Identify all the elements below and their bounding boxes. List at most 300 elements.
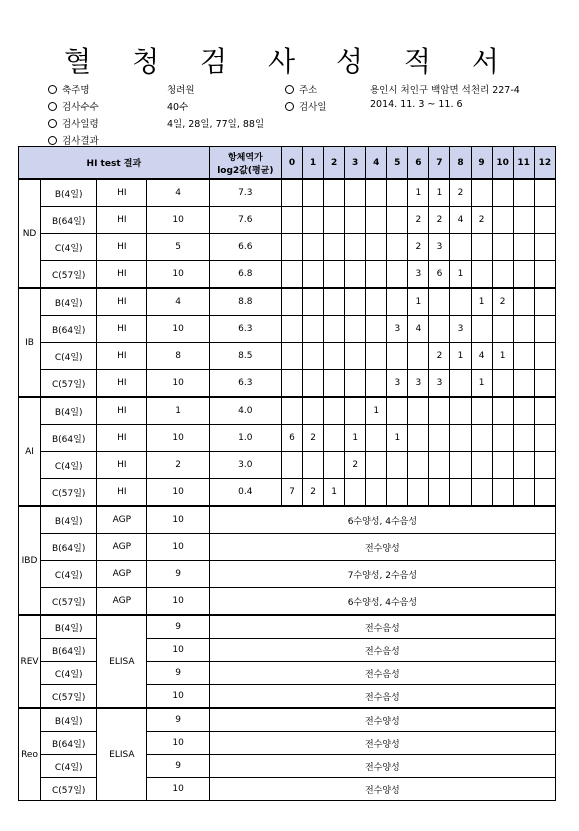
table-row [19,425,556,452]
titer-count-cell: 2 [429,207,450,234]
titer-count-cell [429,288,450,316]
titer-count-cell [492,397,513,425]
titer-count-cell [303,261,324,289]
info-result [48,133,99,147]
titer-count-cell [366,288,387,316]
test-cell: HI [97,397,147,425]
titer-count-cell [324,179,345,207]
age-cell: C(4일) [41,343,97,370]
table-row [19,370,556,398]
titer-count-cell: 1 [471,288,492,316]
result-cell: 전수양성 [209,778,555,801]
titer-count-cell [303,343,324,370]
titer-count-cell [492,261,513,289]
count-cell: 4 [147,288,209,316]
titer-count-cell [471,425,492,452]
header-titer-line2: log2값(평균) [217,165,274,176]
titer-count-cell: 2 [408,234,429,261]
table-row [19,207,556,234]
results-table [18,146,556,801]
test-cell: AGP [97,534,147,561]
titer-count-cell [429,452,450,479]
titer-count-cell [345,479,366,507]
mean-titer-cell: 6.3 [209,316,281,343]
age-cell: C(57일) [41,588,97,616]
titer-count-cell [387,234,408,261]
group-reo [19,708,556,801]
titer-count-cell [366,452,387,479]
test-cell: HI [97,179,147,207]
titer-count-cell [345,261,366,289]
titer-count-cell [534,288,555,316]
table-row [19,506,556,534]
group-name: IBD [19,506,41,615]
result-cell: 7수양성, 2수음성 [209,561,555,588]
table-row [19,179,556,207]
count-cell: 10 [147,370,209,398]
table-row [19,234,556,261]
titer-count-cell [513,179,534,207]
titer-count-cell [303,207,324,234]
table-row [19,561,556,588]
titer-count-cell [534,479,555,507]
header-level: 11 [513,147,534,180]
test-cell: HI [97,425,147,452]
titer-count-cell [345,207,366,234]
age-cell: B(4일) [41,506,97,534]
titer-count-cell: 6 [429,261,450,289]
age-cell: B(4일) [41,288,97,316]
info-label: 주소 [299,85,318,96]
titer-count-cell [513,479,534,507]
titer-count-cell: 1 [408,288,429,316]
titer-count-cell [281,370,302,398]
titer-count-cell: 1 [450,261,471,289]
titer-count-cell [366,370,387,398]
info-date [285,99,327,113]
age-cell: C(57일) [41,261,97,289]
header-level: 3 [345,147,366,180]
titer-count-cell [408,452,429,479]
age-cell: C(4일) [41,234,97,261]
info-label: 검사결과 [62,136,99,147]
titer-count-cell [281,261,302,289]
age-cell: B(4일) [41,708,97,732]
age-cell: B(4일) [41,397,97,425]
titer-count-cell: 3 [408,370,429,398]
group-name: IB [19,288,41,397]
count-cell: 10 [147,479,209,507]
info-label: 검사일 [299,102,327,113]
bullet-circle-icon [285,85,294,94]
count-cell: 5 [147,234,209,261]
titer-count-cell [366,316,387,343]
titer-count-cell [387,479,408,507]
count-cell: 1 [147,397,209,425]
header-level: 2 [324,147,345,180]
titer-count-cell [513,343,534,370]
titer-count-cell: 2 [492,288,513,316]
age-cell: C(57일) [41,685,97,709]
age-cell: B(4일) [41,615,97,639]
titer-count-cell [303,452,324,479]
titer-count-cell [429,425,450,452]
age-cell: C(4일) [41,662,97,685]
bullet-circle-icon [48,136,57,145]
age-cell: B(64일) [41,425,97,452]
titer-count-cell [513,452,534,479]
group-name: ND [19,179,41,288]
titer-count-cell [513,234,534,261]
group-nd [19,179,556,288]
titer-count-cell [471,452,492,479]
titer-count-cell [471,316,492,343]
titer-count-cell [324,234,345,261]
mean-titer-cell: 7.3 [209,179,281,207]
titer-count-cell [387,452,408,479]
titer-count-cell [345,234,366,261]
test-cell: HI [97,452,147,479]
titer-count-cell [492,425,513,452]
count-cell: 8 [147,343,209,370]
titer-count-cell [366,261,387,289]
titer-count-cell [366,234,387,261]
titer-count-cell [450,397,471,425]
count-cell: 9 [147,708,209,732]
test-cell: ELISA [97,708,147,801]
titer-count-cell [450,425,471,452]
bullet-circle-icon [48,102,57,111]
titer-count-cell: 1 [324,479,345,507]
titer-count-cell [345,288,366,316]
bullet-circle-icon [48,85,57,94]
titer-count-cell: 3 [429,234,450,261]
titer-count-cell [534,261,555,289]
titer-count-cell [471,234,492,261]
table-row [19,316,556,343]
titer-count-cell [471,397,492,425]
count-cell: 10 [147,207,209,234]
titer-count-cell [281,316,302,343]
titer-count-cell [366,207,387,234]
titer-count-cell [281,397,302,425]
count-cell: 10 [147,588,209,616]
age-cell: C(57일) [41,479,97,507]
titer-count-cell [513,316,534,343]
info-label: 검사일령 [62,119,99,130]
titer-count-cell: 1 [471,370,492,398]
count-cell: 9 [147,615,209,639]
titer-count-cell: 6 [281,425,302,452]
titer-count-cell [534,370,555,398]
titer-count-cell [492,452,513,479]
group-name: AI [19,397,41,506]
table-row [19,452,556,479]
titer-count-cell [492,370,513,398]
info-address-value: 용인시 처인구 백암면 석천리 227-4 [370,85,520,96]
titer-count-cell [492,234,513,261]
age-cell: C(4일) [41,452,97,479]
titer-count-cell [366,343,387,370]
titer-count-cell [345,370,366,398]
test-cell: HI [97,343,147,370]
header-titer [209,147,281,180]
titer-count-cell [303,397,324,425]
titer-count-cell [345,397,366,425]
info-address [285,82,317,96]
result-cell: 6수양성, 4수음성 [209,506,555,534]
info-label: 축주명 [62,85,90,96]
titer-count-cell: 3 [387,316,408,343]
test-cell: HI [97,207,147,234]
titer-count-cell: 1 [387,425,408,452]
header-level: 0 [281,147,302,180]
mean-titer-cell: 3.0 [209,452,281,479]
test-cell: HI [97,370,147,398]
titer-count-cell: 3 [387,370,408,398]
titer-count-cell: 3 [408,261,429,289]
titer-count-cell [492,207,513,234]
titer-count-cell [324,425,345,452]
titer-count-cell: 2 [450,179,471,207]
group-ib [19,288,556,397]
header-level: 7 [429,147,450,180]
titer-count-cell [387,288,408,316]
titer-count-cell [450,288,471,316]
titer-count-cell [303,179,324,207]
count-cell: 10 [147,425,209,452]
result-cell: 6수양성, 4수음성 [209,588,555,616]
mean-titer-cell: 6.6 [209,234,281,261]
titer-count-cell [366,479,387,507]
count-cell: 9 [147,662,209,685]
titer-count-cell: 1 [429,179,450,207]
count-cell: 9 [147,561,209,588]
header-level: 4 [366,147,387,180]
titer-count-cell [366,179,387,207]
info-age-value: 4일, 28일, 77일, 88일 [167,119,265,130]
header-level: 12 [534,147,555,180]
count-cell: 9 [147,755,209,778]
titer-count-cell [408,479,429,507]
titer-count-cell [450,452,471,479]
titer-count-cell [492,179,513,207]
titer-count-cell [471,179,492,207]
header-level: 9 [471,147,492,180]
age-cell: B(4일) [41,179,97,207]
titer-count-cell [387,397,408,425]
titer-count-cell [492,316,513,343]
titer-count-cell [471,261,492,289]
header-row [19,147,556,180]
titer-count-cell: 2 [408,207,429,234]
mean-titer-cell: 0.4 [209,479,281,507]
info-count [48,99,99,113]
titer-count-cell [534,343,555,370]
titer-count-cell [429,316,450,343]
result-cell: 전수음성 [209,685,555,709]
titer-count-cell [513,397,534,425]
count-cell: 10 [147,639,209,662]
titer-count-cell [450,234,471,261]
titer-count-cell [281,207,302,234]
titer-count-cell [281,179,302,207]
test-cell: HI [97,261,147,289]
age-cell: B(64일) [41,732,97,755]
header-level: 5 [387,147,408,180]
titer-count-cell [534,397,555,425]
info-owner [48,82,90,96]
titer-count-cell [534,179,555,207]
age-cell: B(64일) [41,207,97,234]
test-cell: HI [97,288,147,316]
count-cell: 10 [147,685,209,709]
titer-count-cell: 3 [450,316,471,343]
mean-titer-cell: 1.0 [209,425,281,452]
test-cell: AGP [97,588,147,616]
count-cell: 10 [147,261,209,289]
result-cell: 전수양성 [209,755,555,778]
result-cell: 전수양성 [209,732,555,755]
age-cell: B(64일) [41,316,97,343]
table-row [19,288,556,316]
result-cell: 전수음성 [209,662,555,685]
table-row [19,261,556,289]
age-cell: C(57일) [41,370,97,398]
titer-count-cell [345,316,366,343]
info-date-value: 2014. 11. 3 ~ 11. 6 [370,99,463,110]
group-ai [19,397,556,506]
titer-count-cell [324,288,345,316]
titer-count-cell [324,316,345,343]
page-title: 혈 청 검 사 성 적 서 [64,45,515,78]
titer-count-cell [366,425,387,452]
titer-count-cell: 1 [366,397,387,425]
table-row [19,708,556,732]
titer-count-cell [450,370,471,398]
result-cell: 전수음성 [209,615,555,639]
count-cell: 10 [147,316,209,343]
age-cell: B(64일) [41,639,97,662]
age-cell: B(64일) [41,534,97,561]
header-level: 6 [408,147,429,180]
titer-count-cell [513,288,534,316]
titer-count-cell [534,316,555,343]
titer-count-cell [281,234,302,261]
age-cell: C(4일) [41,561,97,588]
count-cell: 10 [147,732,209,755]
titer-count-cell [534,452,555,479]
titer-count-cell: 1 [408,179,429,207]
titer-count-cell [408,343,429,370]
titer-count-cell [324,207,345,234]
titer-count-cell [281,343,302,370]
titer-count-cell: 4 [471,343,492,370]
table-row [19,397,556,425]
titer-count-cell [408,425,429,452]
count-cell: 10 [147,506,209,534]
test-cell: HI [97,479,147,507]
info-age [48,116,99,130]
header-level: 1 [303,147,324,180]
titer-count-cell [387,207,408,234]
table-row [19,615,556,639]
titer-count-cell [324,261,345,289]
titer-count-cell [387,179,408,207]
titer-count-cell [534,207,555,234]
titer-count-cell: 7 [281,479,302,507]
group-rev [19,615,556,708]
mean-titer-cell: 8.5 [209,343,281,370]
count-cell: 2 [147,452,209,479]
titer-count-cell [303,234,324,261]
titer-count-cell: 4 [408,316,429,343]
group-name: Reo [19,708,41,801]
age-cell: C(57일) [41,778,97,801]
titer-count-cell: 2 [429,343,450,370]
header-level: 10 [492,147,513,180]
titer-count-cell [387,261,408,289]
header-level: 8 [450,147,471,180]
info-count-value: 40수 [167,102,189,113]
test-cell: HI [97,234,147,261]
titer-count-cell: 2 [303,479,324,507]
titer-count-cell [387,343,408,370]
mean-titer-cell: 4.0 [209,397,281,425]
titer-count-cell [534,234,555,261]
header-hi-test: HI test 결과 [19,147,210,180]
titer-count-cell [281,452,302,479]
titer-count-cell [429,397,450,425]
titer-count-cell: 3 [429,370,450,398]
titer-count-cell: 1 [450,343,471,370]
table-row [19,343,556,370]
titer-count-cell [324,343,345,370]
titer-count-cell [345,343,366,370]
result-cell: 전수음성 [209,639,555,662]
titer-count-cell: 2 [303,425,324,452]
bullet-circle-icon [48,119,57,128]
bullet-circle-icon [285,102,294,111]
titer-count-cell [303,316,324,343]
titer-count-cell [429,479,450,507]
titer-count-cell: 1 [345,425,366,452]
titer-count-cell [513,261,534,289]
header-titer-line1: 항체역가 [227,152,263,163]
titer-count-cell: 2 [345,452,366,479]
titer-count-cell [492,479,513,507]
count-cell: 4 [147,179,209,207]
titer-count-cell [534,425,555,452]
mean-titer-cell: 7.6 [209,207,281,234]
table-row [19,588,556,616]
test-cell: AGP [97,561,147,588]
test-cell: AGP [97,506,147,534]
info-label: 검사수수 [62,102,99,113]
result-cell: 전수양성 [209,708,555,732]
titer-count-cell: 4 [450,207,471,234]
titer-count-cell: 1 [492,343,513,370]
titer-count-cell [345,179,366,207]
titer-count-cell [513,207,534,234]
age-cell: C(4일) [41,755,97,778]
titer-count-cell [324,397,345,425]
titer-count-cell [324,370,345,398]
titer-count-cell [408,397,429,425]
group-name: REV [19,615,41,708]
mean-titer-cell: 8.8 [209,288,281,316]
titer-count-cell [324,452,345,479]
